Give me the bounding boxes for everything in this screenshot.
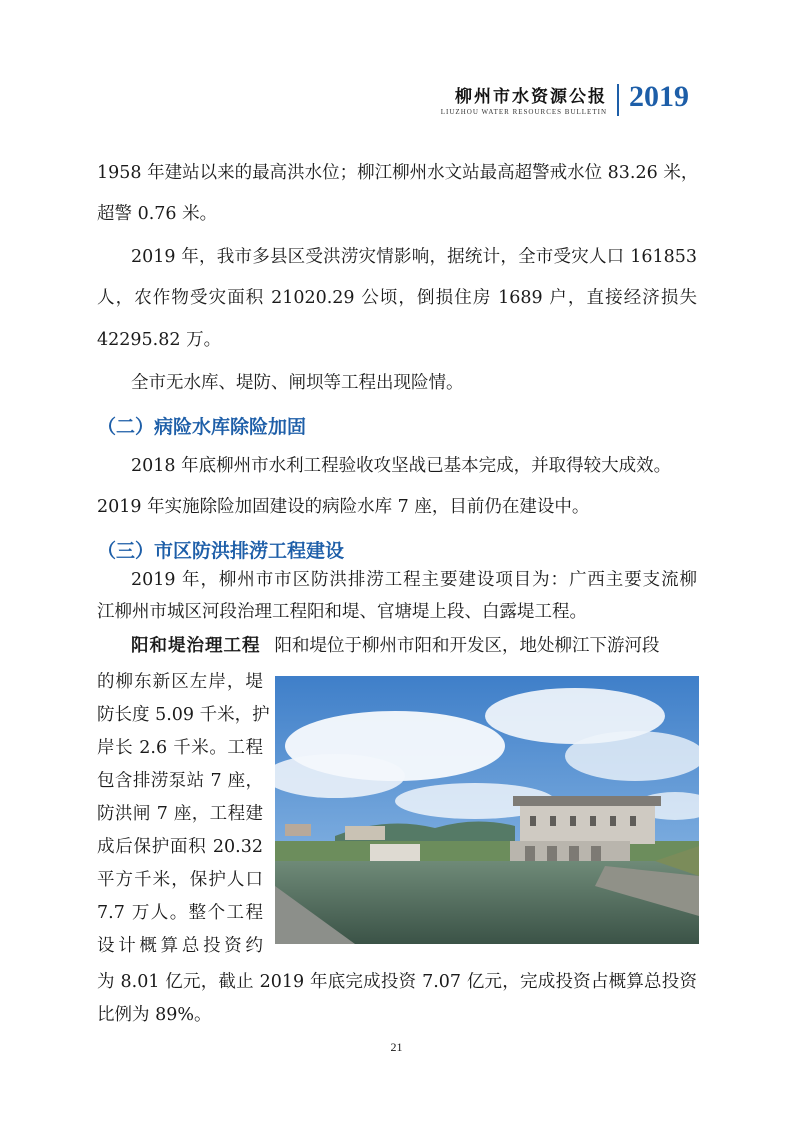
project-name: 阳和堤治理工程	[131, 636, 261, 656]
paragraph-line: 人，农作物受灾面积 21020.29 公顷，倒损住房 1689 户，直接经济损失	[97, 288, 697, 308]
paragraph-line: 江柳州市城区河段治理工程阳和堤、官塘堤上段、白露堤工程。	[97, 602, 587, 622]
paragraph-line: 42295.82 万。	[97, 330, 222, 350]
wrapped-line: 岸长 2.6 千米。工程	[97, 738, 263, 758]
paragraph-line: 比例为 89%。	[97, 1005, 212, 1025]
paragraph-line: 2019 年，我市多县区受洪涝灾情影响，据统计，全市受灾人口 161853	[131, 247, 697, 267]
paragraph-line: 为 8.01 亿元，截止 2019 年底完成投资 7.07 亿元，完成投资占概算总投资	[97, 972, 697, 992]
bulletin-title: 柳州市水资源公报	[455, 87, 607, 107]
paragraph-line	[131, 634, 697, 658]
page-number: 21	[390, 1040, 403, 1054]
page-header	[429, 80, 689, 122]
paragraph-line: 2019 年实施除险加固建设的病险水库 7 座，目前仍在建设中。	[97, 497, 590, 517]
paragraph-line: 超警 0.76 米。	[97, 204, 218, 224]
wrapped-line: 平方千米，保护人口	[97, 870, 263, 890]
paragraph-line: 全市无水库、堤防、闸坝等工程出现险情。	[131, 373, 464, 393]
paragraph-text: 阳和堤位于柳州市阳和开发区，地处柳江下游河段	[274, 636, 660, 656]
bulletin-year: 2019	[629, 80, 689, 113]
paragraph-line: 2019 年，柳州市市区防洪排涝工程主要建设项目为：广西主要支流柳	[131, 570, 697, 590]
section-heading: （三）市区防洪排涝工程建设	[97, 540, 345, 562]
paragraph-line: 2018 年底柳州市水利工程验收攻坚战已基本完成，并取得较大成效。	[131, 456, 672, 476]
wrapped-line: 7.7 万人。整个工程	[97, 903, 263, 923]
wrapped-line: 防长度 5.09 千米，护	[97, 705, 270, 725]
section-heading: （二）病险水库除险加固	[97, 416, 307, 438]
header-divider	[617, 84, 619, 116]
wrapped-line: 的柳东新区左岸，堤	[97, 672, 263, 692]
paragraph-line: 1958 年建站以来的最高洪水位；柳江柳州水文站最高超警戒水位 83.26 米，	[97, 163, 699, 183]
dike-sluice-photo	[275, 676, 699, 944]
bulletin-title-english: LIUZHOU WATER RESOURCES BULLETIN	[440, 108, 607, 116]
wrapped-line: 成后保护面积 20.32	[97, 837, 263, 857]
wrapped-line: 设计概算总投资约	[97, 936, 263, 956]
wrapped-line: 防洪闸 7 座，工程建	[97, 804, 263, 824]
wrapped-line: 包含排涝泵站 7 座，	[97, 771, 263, 791]
